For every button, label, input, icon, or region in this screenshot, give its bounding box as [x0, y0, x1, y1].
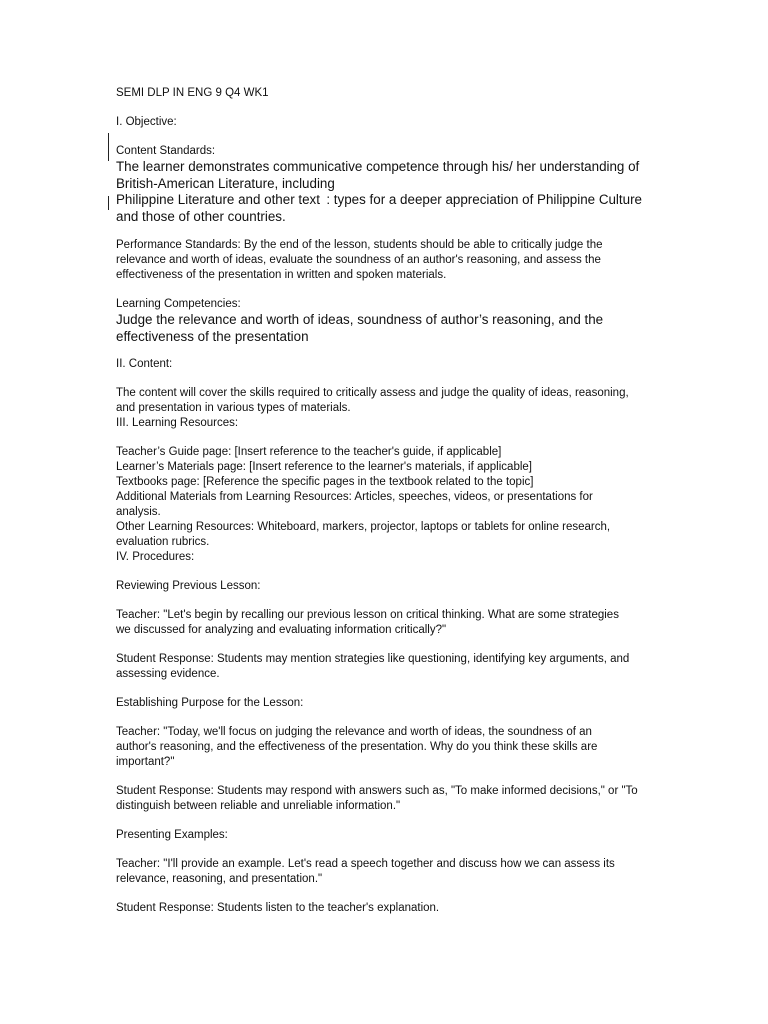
procedures-heading: IV. Procedures:: [116, 551, 195, 564]
purpose-teacher: Teacher: "Today, we'll focus on judging the relevance and worth of ideas, the soundness of an author's reasoning, and the effectiveness of the presentation. Why do you think these skills are important?": [116, 726, 598, 769]
document-title: SEMI DLP IN ENG 9 Q4 WK1: [116, 87, 269, 99]
content-standards-line: The learner demonstrates communicative competence through his/ her understanding of: [116, 159, 640, 174]
examples-student: Student Response: Students listen to the teacher's explanation.: [116, 902, 440, 915]
content-heading: II. Content:: [116, 358, 173, 371]
reviewing-student: Student Response: Students may mention strategies like questioning, identifying key arguments, and assessing evidence.: [116, 653, 630, 681]
purpose-label: Establishing Purpose for the Lesson:: [116, 697, 304, 710]
other-learning-resources: Other Learning Resources: Whiteboard, markers, projector, laptops or tablets for online research, evaluation rubrics.: [116, 521, 611, 549]
content-text: The content will cover the skills required to critically assess and judge the quality of ideas, reasoning, and presentation in various types of materials.: [116, 387, 629, 415]
examples-label: Presenting Examples:: [116, 829, 228, 842]
text-cursor-mark: [108, 196, 109, 210]
learning-competencies-label: Learning Competencies:: [116, 297, 241, 310]
resources-heading: III. Learning Resources:: [116, 417, 239, 430]
performance-standards: Performance Standards: By the end of the lesson, students should be able to critically judge the relevance and worth of ideas, evaluate the soundness of an author's reasoning, and assess the effectiveness of the presentation in written and spoken materials.: [116, 238, 603, 281]
objective-heading: I. Objective:: [116, 116, 177, 128]
content-standards-line: Philippine Literature and other text : types for a deeper appreciation of Philippine Culture: [116, 192, 642, 208]
text-cursor-mark: [108, 133, 109, 161]
teachers-guide-page: Teacher’s Guide page: [Insert reference to the teacher's guide, if applicable]: [116, 446, 502, 459]
purpose-student: Student Response: Students may respond with answers such as, "To make informed decisions," or "To distinguish between reliable and unreliable information.": [116, 785, 638, 813]
examples-teacher: Teacher: "I'll provide an example. Let's read a speech together and discuss how we can assess its relevance, reasoning, and presentation.": [116, 858, 615, 886]
textbooks-page: Textbooks page: [Reference the specific pages in the textbook related to the topic]: [116, 476, 534, 489]
content-standards-line: British-American Literature, including: [116, 175, 335, 191]
reviewing-teacher: Teacher: "Let's begin by recalling our previous lesson on critical thinking. What are some strategies we discussed for analyzing and evaluating information critically?": [116, 609, 619, 637]
learning-competencies-line: effectiveness of the presentation: [116, 328, 309, 344]
content-standards-line: and those of other countries.: [116, 209, 286, 225]
learning-competencies-line: Judge the relevance and worth of ideas, soundness of author’s reasoning, and the: [116, 311, 604, 327]
additional-materials: Additional Materials from Learning Resources: Articles, speeches, videos, or presentations for analysis.: [116, 491, 593, 519]
content-standards-label: Content Standards:: [116, 145, 216, 157]
learners-materials-page: Learner’s Materials page: [Insert reference to the learner's materials, if applicable]: [116, 461, 532, 474]
document-page: [116, 86, 656, 916]
reviewing-label: Reviewing Previous Lesson:: [116, 580, 261, 593]
